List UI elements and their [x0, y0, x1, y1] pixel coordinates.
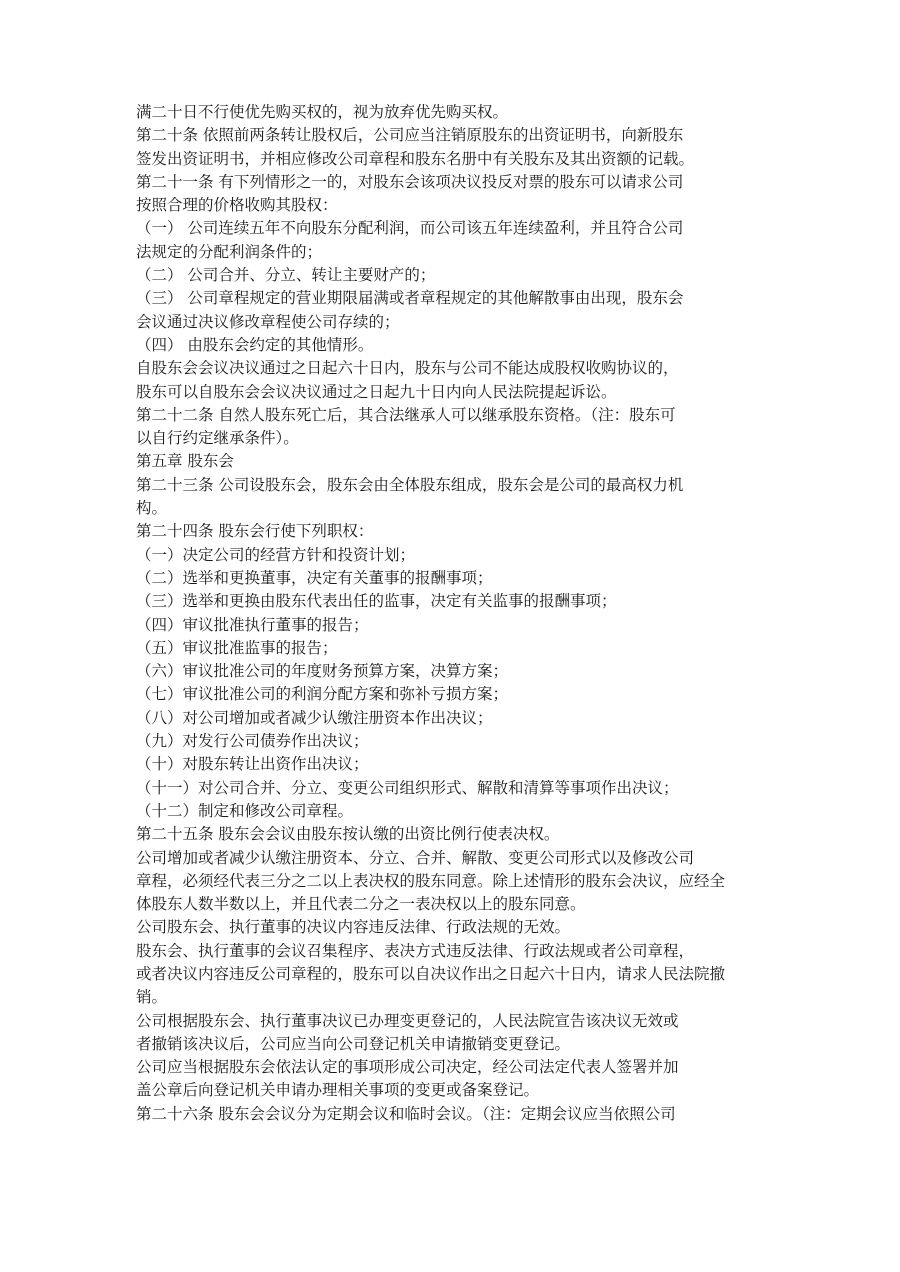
list-item: （六）审议批准公司的年度财务预算方案，决算方案； — [136, 662, 509, 681]
article-25-line: 第二十五条 股东会会议由股东按认缴的出资比例行使表决权。 — [136, 825, 560, 844]
text-line: 按照合理的价格收购其股权： — [136, 196, 338, 215]
article-24-line: 第二十四条 股东会行使下列职权： — [136, 522, 374, 541]
list-item: （三） 公司章程规定的营业期限届满或者章程规定的其他解散事由出现，股东会 — [136, 289, 684, 308]
text-line: 销。 — [136, 988, 168, 1007]
article-22-line: 第二十二条 自然人股东死亡后，其合法继承人可以继承股东资格。（注：股东可 — [136, 405, 676, 424]
text-line: 体股东人数半数以上，并且代表二分之一表决权以上的股东同意。 — [136, 895, 586, 914]
text-line: 公司根据股东会、执行董事决议已办理变更登记的，人民法院宣告该决议无效或 — [136, 1011, 679, 1030]
text-line: 公司增加或者减少认缴注册资本、分立、合并、解散、变更公司形式以及修改公司 — [136, 848, 695, 867]
text-line: 以自行约定继承条件）。 — [136, 429, 299, 448]
text-line: 股东会、执行董事的会议召集程序、表决方式违反法律、行政法规或者公司章程， — [136, 941, 695, 960]
list-item: （十二）制定和修改公司章程。 — [136, 801, 354, 820]
article-21-line: 第二十一条 有下列情形之一的，对股东会该项决议投反对票的股东可以请求公司 — [136, 172, 684, 191]
text-line: 公司股东会、执行董事的决议内容违反法律、行政法规的无效。 — [136, 918, 571, 937]
text-line: 公司应当根据股东会依法认定的事项形成公司决定，经公司法定代表人签署并加 — [136, 1058, 679, 1077]
list-item: （四） 由股东会约定的其他情形。 — [136, 335, 374, 354]
text-line: 盖公章后向登记机关申请办理相关事项的变更或备案登记。 — [136, 1081, 540, 1100]
list-item: （八）对公司增加或者减少认缴注册资本作出决议； — [136, 708, 493, 727]
list-item: （五）审议批准监事的报告； — [136, 638, 338, 657]
list-item: （三）选举和更换由股东代表出任的监事，决定有关监事的报酬事项； — [136, 592, 617, 611]
text-line: 或者决议内容违反公司章程的，股东可以自决议作出之日起六十日内，请求人民法院撤 — [136, 964, 726, 983]
article-23-line: 第二十三条 公司设股东会，股东会由全体股东组成，股东会是公司的最高权力机 — [136, 475, 684, 494]
text-line: 构。 — [136, 499, 168, 518]
text-line: 者撤销该决议后，公司应当向公司登记机关申请撤销变更登记。 — [136, 1034, 571, 1053]
text-line: 自股东会会议决议通过之日起六十日内，股东与公司不能达成股权收购协议的， — [136, 359, 679, 378]
list-item: （十一）对公司合并、分立、变更公司组织形式、解散和清算等事项作出决议； — [136, 778, 679, 797]
text-line: 会议通过决议修改章程使公司存续的； — [136, 312, 400, 331]
list-item: （十）对股东转让出资作出决议； — [136, 755, 369, 774]
text-line: 满二十日不行使优先购买权的，视为放弃优先购买权。 — [136, 103, 509, 121]
text-line: 股东可以自股东会会议决议通过之日起九十日内向人民法院提起诉讼。 — [136, 382, 617, 401]
list-item: （九）对发行公司债券作出决议； — [136, 732, 369, 751]
article-26-line: 第二十六条 股东会会议分为定期会议和临时会议。（注：定期会议应当依照公司 — [136, 1104, 676, 1123]
text-line: 签发出资证明书，并相应修改公司章程和股东名册中有关股东及其出资额的记载。 — [136, 149, 695, 168]
list-item: （七）审议批准公司的利润分配方案和弥补亏损方案； — [136, 685, 509, 704]
document-body — [136, 101, 776, 1126]
text-line: 章程，必须经代表三分之二以上表决权的股东同意。除上述情形的股东会决议，应经全 — [136, 871, 726, 890]
article-20-line: 第二十条 依照前两条转让股权后，公司应当注销原股东的出资证明书，向新股东 — [136, 126, 684, 145]
list-item: （二） 公司合并、分立、转让主要财产的； — [136, 266, 436, 285]
list-item: （一）决定公司的经营方针和投资计划； — [136, 545, 416, 564]
list-item: （一） 公司连续五年不向股东分配利润，而公司该五年连续盈利，并且符合公司 — [136, 219, 684, 238]
text-line: 法规定的分配利润条件的； — [136, 242, 323, 261]
list-item: （四）审议批准执行董事的报告； — [136, 615, 369, 634]
chapter-heading: 第五章 股东会 — [136, 452, 234, 471]
list-item: （二）选举和更换董事，决定有关董事的报酬事项； — [136, 568, 493, 587]
